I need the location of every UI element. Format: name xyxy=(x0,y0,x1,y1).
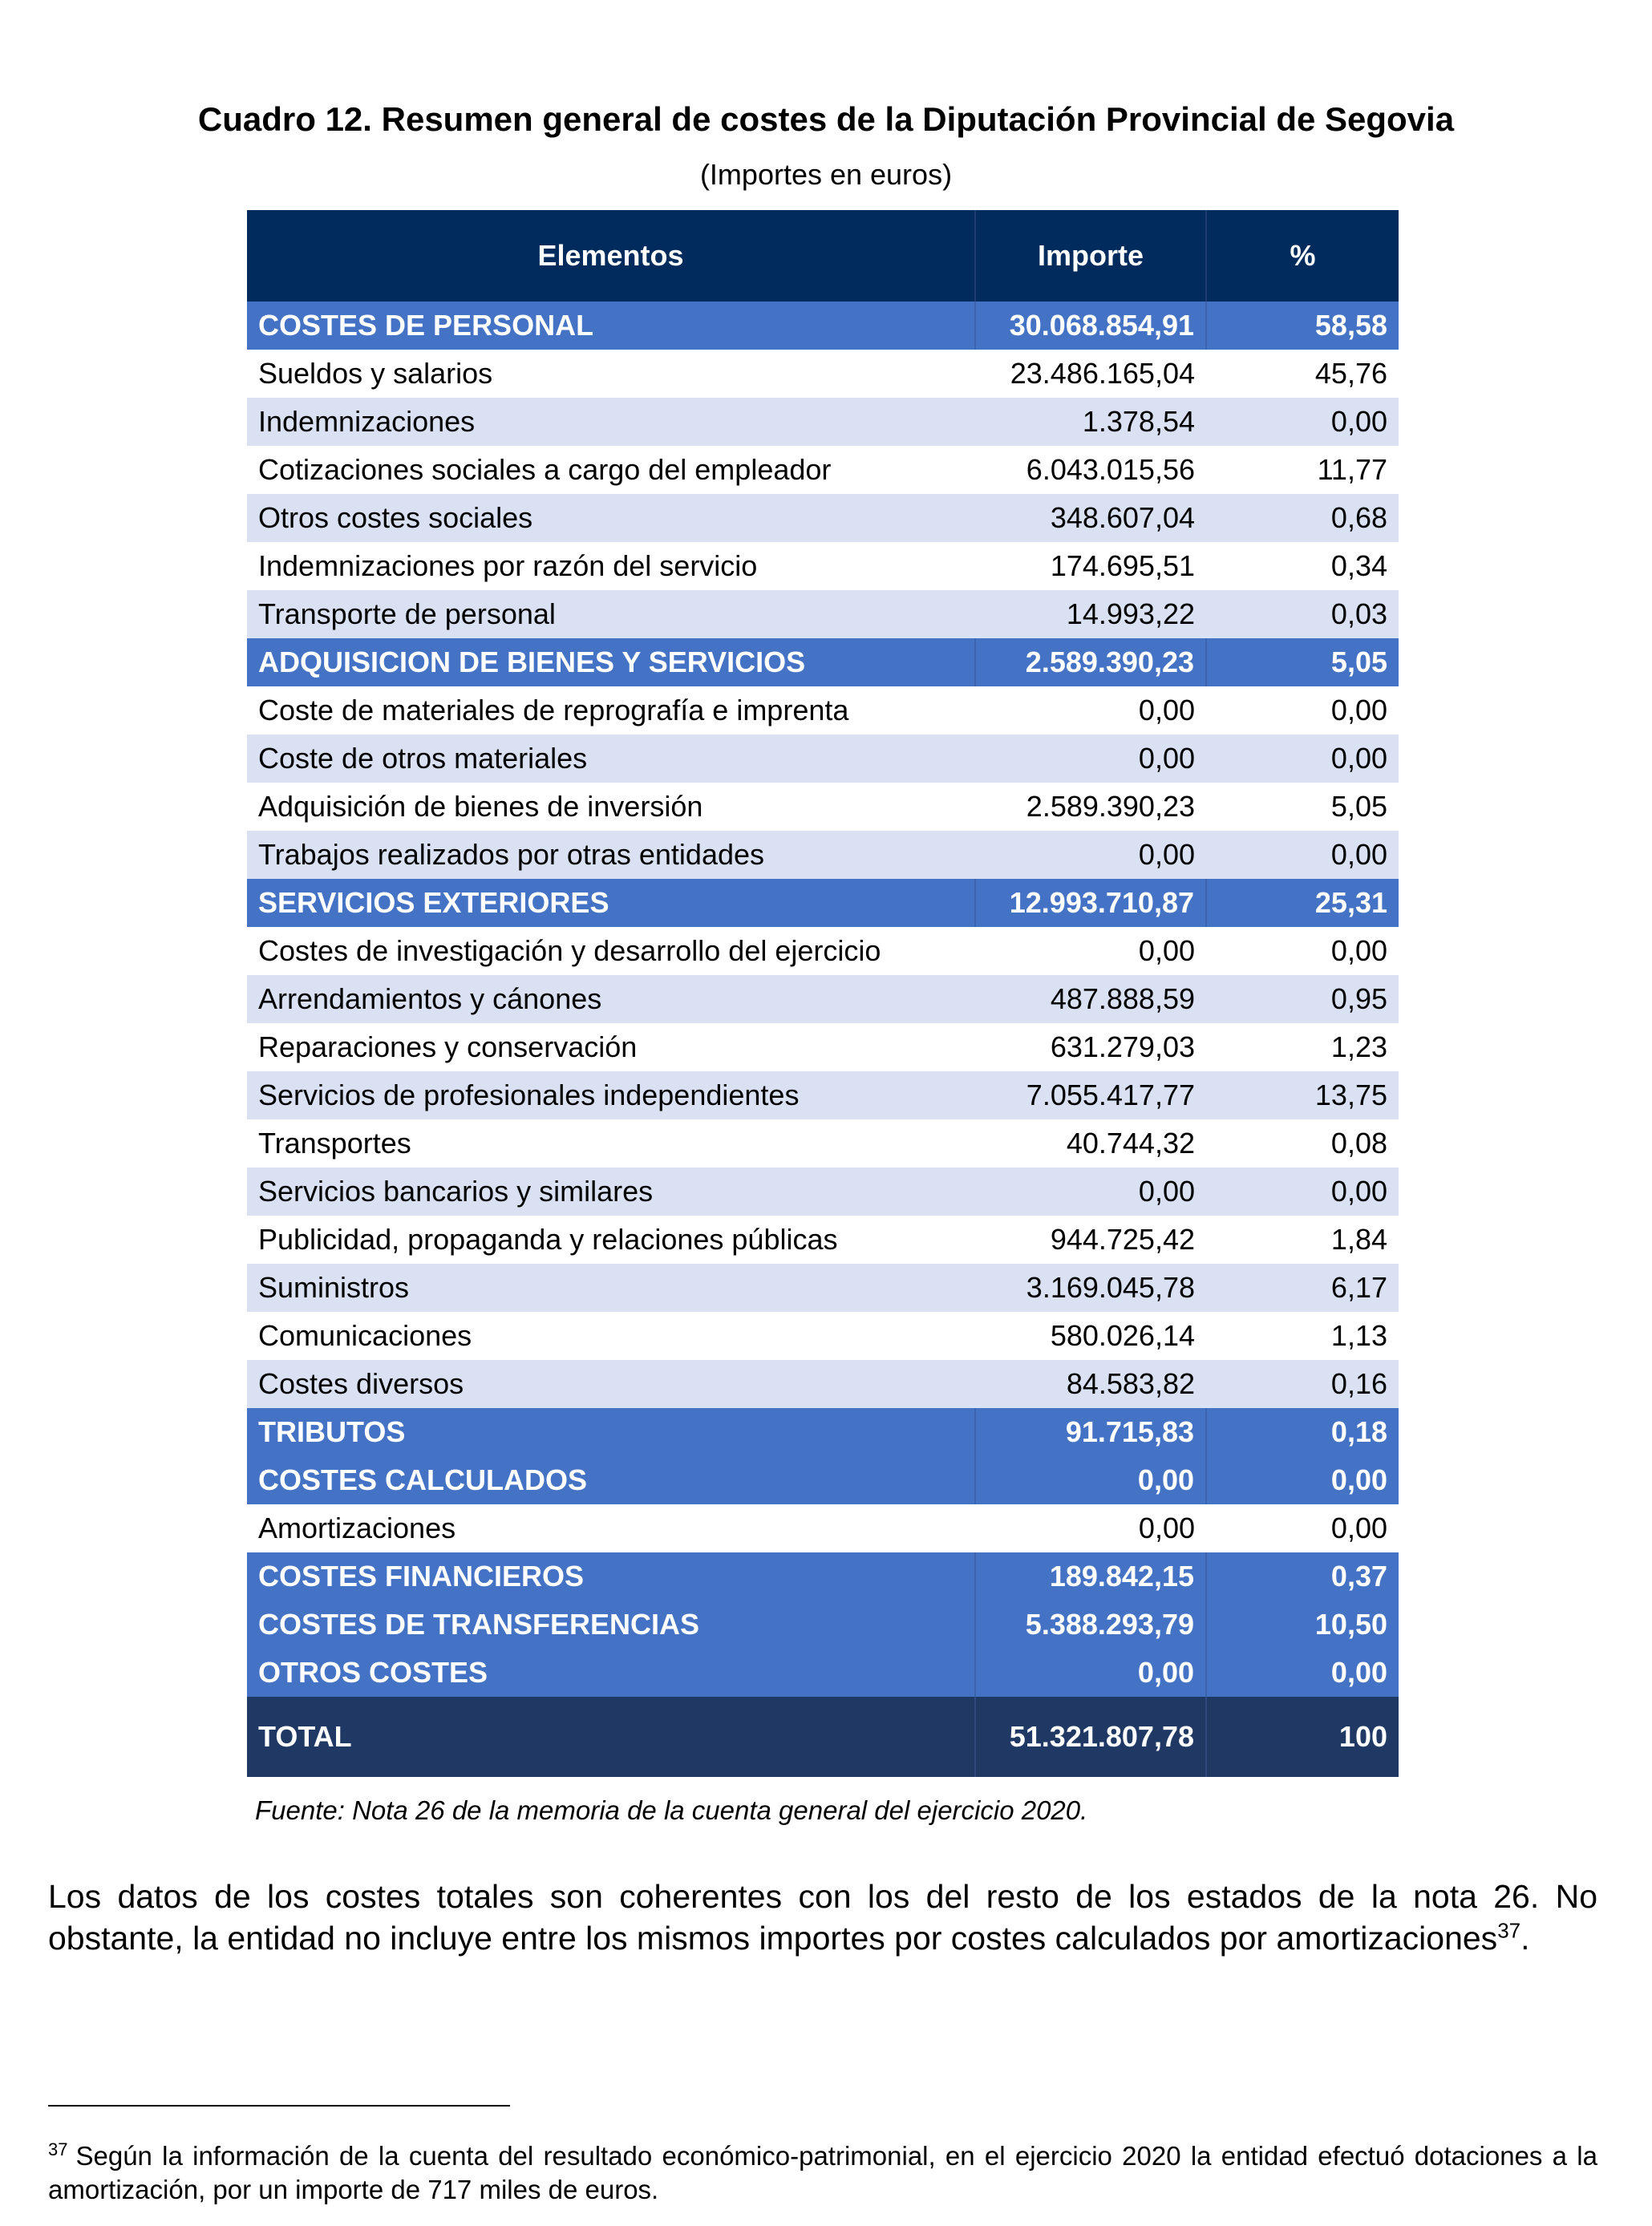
row-label: Otros costes sociales xyxy=(247,494,975,542)
table-row xyxy=(247,1168,1399,1216)
category-row xyxy=(247,1552,1399,1601)
row-label: Publicidad, propaganda y relaciones públicas xyxy=(247,1216,975,1264)
table-row xyxy=(247,686,1399,735)
total-percent: 100 xyxy=(1206,1697,1399,1777)
header-percent: % xyxy=(1206,210,1399,302)
table-row xyxy=(247,1360,1399,1408)
row-label: Cotizaciones sociales a cargo del empleador xyxy=(247,446,975,494)
table-row xyxy=(247,1119,1399,1168)
total-label: TOTAL xyxy=(247,1697,975,1777)
category-row xyxy=(247,302,1399,350)
row-amount: 40.744,32 xyxy=(975,1119,1206,1168)
row-percent: 0,16 xyxy=(1206,1360,1399,1408)
row-amount: 348.607,04 xyxy=(975,494,1206,542)
row-label: COSTES FINANCIEROS xyxy=(247,1552,975,1601)
row-percent: 13,75 xyxy=(1206,1071,1399,1119)
row-label: Servicios de profesionales independientes xyxy=(247,1071,975,1119)
table-row xyxy=(247,494,1399,542)
header-elementos: Elementos xyxy=(247,210,975,302)
row-percent: 0,03 xyxy=(1206,590,1399,638)
row-percent: 58,58 xyxy=(1206,302,1399,350)
footnote xyxy=(48,2139,1597,2207)
row-label: Indemnizaciones por razón del servicio xyxy=(247,542,975,590)
table-row xyxy=(247,975,1399,1023)
row-label: TRIBUTOS xyxy=(247,1408,975,1456)
category-row xyxy=(247,638,1399,686)
row-label: Comunicaciones xyxy=(247,1312,975,1360)
footnote-reference: 37 xyxy=(1497,1918,1521,1943)
table-row xyxy=(247,735,1399,783)
row-label: ADQUISICION DE BIENES Y SERVICIOS xyxy=(247,638,975,686)
category-row xyxy=(247,1601,1399,1649)
table-subtitle: (Importes en euros) xyxy=(699,158,953,191)
header-importe: Importe xyxy=(975,210,1206,302)
row-amount: 91.715,83 xyxy=(975,1408,1206,1456)
row-percent: 0,34 xyxy=(1206,542,1399,590)
paragraph-end: . xyxy=(1520,1920,1530,1957)
row-amount: 0,00 xyxy=(975,1168,1206,1216)
table-row xyxy=(247,1216,1399,1264)
row-label: Coste de otros materiales xyxy=(247,735,975,783)
row-label: Costes diversos xyxy=(247,1360,975,1408)
table-row xyxy=(247,1504,1399,1552)
costs-table xyxy=(247,210,1399,1777)
row-amount: 23.486.165,04 xyxy=(975,350,1206,398)
row-amount: 6.043.015,56 xyxy=(975,446,1206,494)
total-amount: 51.321.807,78 xyxy=(975,1697,1206,1777)
row-amount: 12.993.710,87 xyxy=(975,879,1206,927)
row-percent: 1,13 xyxy=(1206,1312,1399,1360)
row-amount: 84.583,82 xyxy=(975,1360,1206,1408)
table-body xyxy=(247,302,1399,1697)
row-percent: 0,00 xyxy=(1206,398,1399,446)
table-row xyxy=(247,398,1399,446)
row-amount: 0,00 xyxy=(975,1649,1206,1697)
row-label: COSTES DE TRANSFERENCIAS xyxy=(247,1601,975,1649)
row-percent: 0,00 xyxy=(1206,1456,1399,1504)
row-amount: 487.888,59 xyxy=(975,975,1206,1023)
table-row xyxy=(247,1312,1399,1360)
row-percent: 0,00 xyxy=(1206,1504,1399,1552)
total-row xyxy=(247,1697,1399,1777)
row-amount: 631.279,03 xyxy=(975,1023,1206,1071)
table-title: Cuadro 12. Resumen general de costes de la Diputación Provincial de Segovia xyxy=(197,100,1455,138)
row-label: Indemnizaciones xyxy=(247,398,975,446)
row-label: Reparaciones y conservación xyxy=(247,1023,975,1071)
row-label: Transportes xyxy=(247,1119,975,1168)
row-percent: 45,76 xyxy=(1206,350,1399,398)
row-amount: 0,00 xyxy=(975,927,1206,975)
row-percent: 1,23 xyxy=(1206,1023,1399,1071)
row-amount: 0,00 xyxy=(975,686,1206,735)
row-amount: 7.055.417,77 xyxy=(975,1071,1206,1119)
row-label: Sueldos y salarios xyxy=(247,350,975,398)
footnote-number: 37 xyxy=(48,2139,68,2159)
row-label: SERVICIOS EXTERIORES xyxy=(247,879,975,927)
row-percent: 0,00 xyxy=(1206,1649,1399,1697)
row-percent: 25,31 xyxy=(1206,879,1399,927)
row-label: Amortizaciones xyxy=(247,1504,975,1552)
category-row xyxy=(247,1649,1399,1697)
row-percent: 1,84 xyxy=(1206,1216,1399,1264)
row-percent: 0,08 xyxy=(1206,1119,1399,1168)
row-label: COSTES DE PERSONAL xyxy=(247,302,975,350)
footnote-text: Según la información de la cuenta del resultado económico-patrimonial, en el ejercicio 2020 la entidad efectuó dotaciones a la amortización, por un importe de 717 miles de euros. xyxy=(48,2141,1597,2204)
row-label: Adquisición de bienes de inversión xyxy=(247,783,975,831)
row-label: Transporte de personal xyxy=(247,590,975,638)
row-percent: 0,00 xyxy=(1206,1168,1399,1216)
row-label: Suministros xyxy=(247,1264,975,1312)
row-percent: 11,77 xyxy=(1206,446,1399,494)
row-amount: 14.993,22 xyxy=(975,590,1206,638)
body-paragraph xyxy=(48,1876,1597,1959)
row-amount: 3.169.045,78 xyxy=(975,1264,1206,1312)
row-percent: 0,37 xyxy=(1206,1552,1399,1601)
row-amount: 2.589.390,23 xyxy=(975,783,1206,831)
row-amount: 0,00 xyxy=(975,1456,1206,1504)
row-percent: 0,00 xyxy=(1206,831,1399,879)
table-row xyxy=(247,1071,1399,1119)
table-header-row xyxy=(247,210,1399,302)
row-amount: 944.725,42 xyxy=(975,1216,1206,1264)
row-label: Coste de materiales de reprografía e imprenta xyxy=(247,686,975,735)
table-row xyxy=(247,1023,1399,1071)
table-row xyxy=(247,831,1399,879)
row-label: Costes de investigación y desarrollo del ejercicio xyxy=(247,927,975,975)
row-label: Trabajos realizados por otras entidades xyxy=(247,831,975,879)
row-amount: 580.026,14 xyxy=(975,1312,1206,1360)
row-amount: 0,00 xyxy=(975,831,1206,879)
row-percent: 5,05 xyxy=(1206,638,1399,686)
row-percent: 0,18 xyxy=(1206,1408,1399,1456)
row-percent: 0,00 xyxy=(1206,735,1399,783)
row-percent: 0,00 xyxy=(1206,927,1399,975)
row-percent: 0,00 xyxy=(1206,686,1399,735)
row-percent: 0,95 xyxy=(1206,975,1399,1023)
row-amount: 189.842,15 xyxy=(975,1552,1206,1601)
table-source: Fuente: Nota 26 de la memoria de la cuenta general del ejercicio 2020. xyxy=(255,1795,1088,1825)
table-row xyxy=(247,783,1399,831)
row-label: Servicios bancarios y similares xyxy=(247,1168,975,1216)
table-row xyxy=(247,446,1399,494)
row-percent: 10,50 xyxy=(1206,1601,1399,1649)
table-row xyxy=(247,350,1399,398)
row-amount: 1.378,54 xyxy=(975,398,1206,446)
category-row xyxy=(247,879,1399,927)
table-row xyxy=(247,1264,1399,1312)
row-percent: 5,05 xyxy=(1206,783,1399,831)
row-percent: 6,17 xyxy=(1206,1264,1399,1312)
row-amount: 30.068.854,91 xyxy=(975,302,1206,350)
table-row xyxy=(247,590,1399,638)
category-row xyxy=(247,1456,1399,1504)
row-label: OTROS COSTES xyxy=(247,1649,975,1697)
table-row xyxy=(247,927,1399,975)
footnote-divider xyxy=(48,2105,510,2107)
row-amount: 174.695,51 xyxy=(975,542,1206,590)
row-label: COSTES CALCULADOS xyxy=(247,1456,975,1504)
category-row xyxy=(247,1408,1399,1456)
row-amount: 0,00 xyxy=(975,1504,1206,1552)
row-amount: 5.388.293,79 xyxy=(975,1601,1206,1649)
row-percent: 0,68 xyxy=(1206,494,1399,542)
row-amount: 0,00 xyxy=(975,735,1206,783)
row-amount: 2.589.390,23 xyxy=(975,638,1206,686)
row-label: Arrendamientos y cánones xyxy=(247,975,975,1023)
paragraph-text: Los datos de los costes totales son coherentes con los del resto de los estados de la nota 26. No obstante, la entidad no incluye entre los mismos importes por costes calculados por amortizaciones xyxy=(48,1878,1597,1957)
table-row xyxy=(247,542,1399,590)
